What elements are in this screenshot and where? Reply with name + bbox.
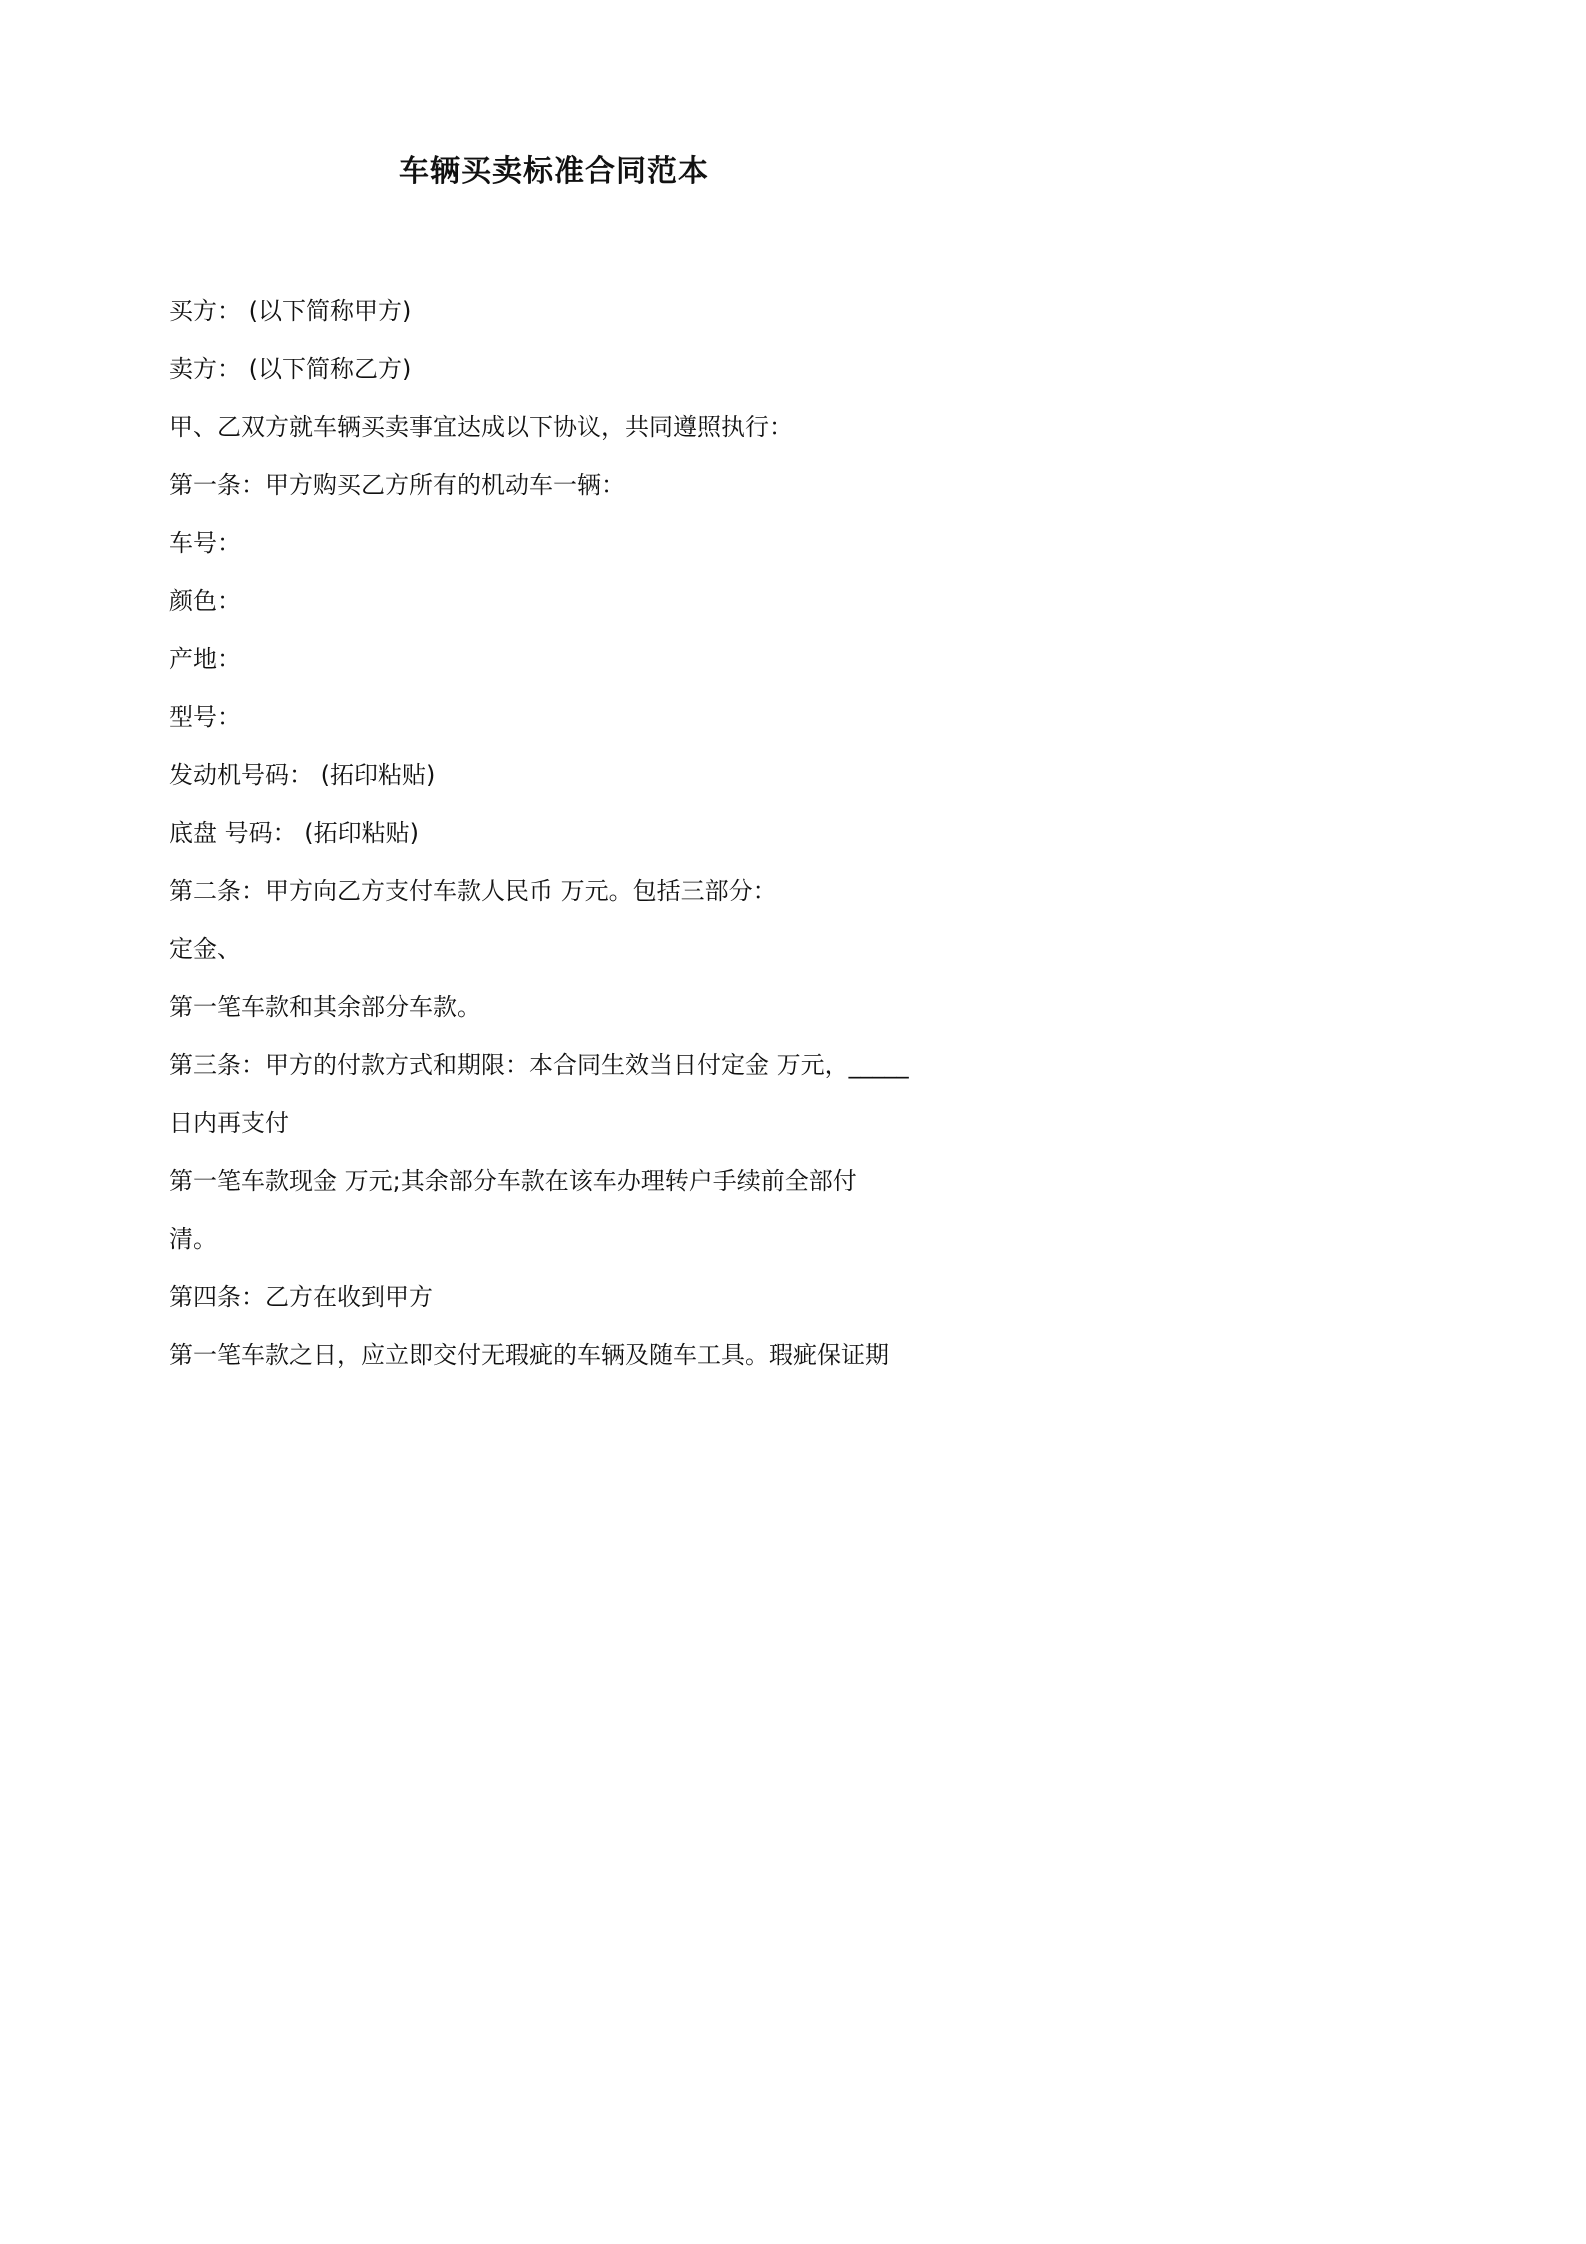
article-3: 第三条：甲方的付款方式和期限：本合同生效当日付定金 万元，_____ bbox=[169, 1051, 909, 1079]
plate-number-line: 车号： bbox=[169, 529, 241, 557]
origin-line: 产地： bbox=[169, 645, 241, 673]
buyer-line: 买方： (以下简称甲方) bbox=[169, 297, 412, 325]
article-2-deposit: 定金、 bbox=[169, 935, 241, 963]
article-1: 第一条：甲方购买乙方所有的机动车一辆： bbox=[169, 471, 625, 499]
article-3-continued: 日内再支付 bbox=[169, 1109, 289, 1137]
first-payment-line-end: 清。 bbox=[169, 1225, 217, 1253]
chassis-number-line: 底盘 号码： (拓印粘贴) bbox=[169, 819, 419, 847]
article-2: 第二条：甲方向乙方支付车款人民币 万元。包括三部分： bbox=[169, 877, 777, 905]
article-4: 第四条：乙方在收到甲方 bbox=[169, 1283, 433, 1311]
engine-number-line: 发动机号码： (拓印粘贴) bbox=[169, 761, 436, 789]
seller-line: 卖方： (以下简称乙方) bbox=[169, 355, 412, 383]
model-line: 型号： bbox=[169, 703, 241, 731]
first-payment-line: 第一笔车款现金 万元;其余部分车款在该车办理转户手续前全部付 bbox=[169, 1167, 857, 1195]
document-page bbox=[0, 0, 1108, 1568]
article-2-remaining: 第一笔车款和其余部分车款。 bbox=[169, 993, 481, 1021]
document-title: 车辆买卖标准合同范本 bbox=[399, 154, 709, 189]
article-4-continued: 第一笔车款之日，应立即交付无瑕疵的车辆及随车工具。瑕疵保证期 bbox=[169, 1341, 889, 1369]
agreement-intro: 甲、乙双方就车辆买卖事宜达成以下协议，共同遵照执行： bbox=[169, 413, 793, 441]
contract-body bbox=[169, 282, 949, 1384]
color-line: 颜色： bbox=[169, 587, 241, 615]
